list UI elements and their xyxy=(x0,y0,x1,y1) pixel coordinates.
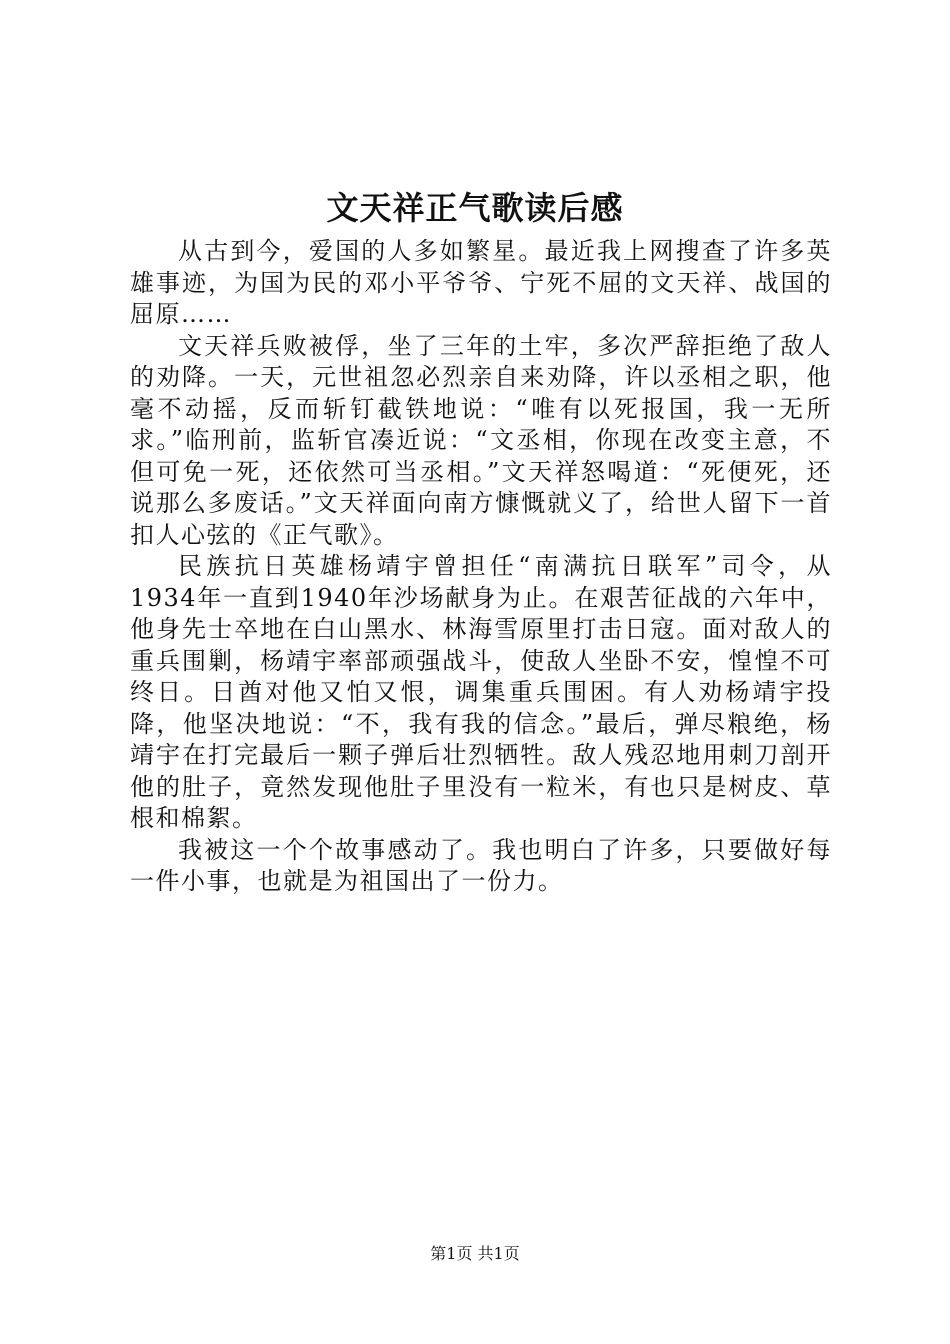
paragraph-intro: 从古到今，爱国的人多如繁星。最近我上网搜查了许多英雄事迹，为国为民的邓小平爷爷、宁死不屈的文天祥、战国的屈原…… xyxy=(130,237,832,328)
document-body xyxy=(130,236,832,898)
paragraph-yang-jingyu: 民族抗日英雄杨靖宇曾担任“南满抗日联军”司令，从1934年一直到1940年沙场献身为止。在艰苦征战的六年中，他身先士卒地在白山黑水、林海雪原里打击日寇。面对敌人的重兵围剿，杨靖宇率部顽强战斗，使敌人坐卧不安，惶惶不可终日。日酋对他又怕又恨，调集重兵围困。有人劝杨靖宇投降，他坚决地说：“不，我有我的信念。”最后，弹尽粮绝，杨靖宇在打完最后一颗子弹后壮烈牺牲。敌人残忍地用刺刀剖开他的肚子，竟然发现他肚子里没有一粒米，有也只是树皮、草根和棉絮。 xyxy=(130,552,832,832)
paragraph-wen-tianxiang: 文天祥兵败被俘，坐了三年的土牢，多次严辞拒绝了敌人的劝降。一天，元世祖忽必烈亲自来劝降，许以丞相之职，他毫不动摇，反而斩钉截铁地说：“唯有以死报国，我一无所求。”临刑前，监斩官凑近说：“文丞相，你现在改变主意，不但可免一死，还依然可当丞相。”文天祥怒喝道：“死便死，还说那么多废话。”文天祥面向南方慷慨就义了，给世人留下一首扣人心弦的《正气歌》。 xyxy=(130,331,832,549)
document-title: 文天祥正气歌读后感 xyxy=(326,189,624,227)
page-footer: 第1页 共1页 xyxy=(430,1244,520,1263)
paragraph-conclusion: 我被这一个个故事感动了。我也明白了许多，只要做好每一件小事，也就是为祖国出了一份力。 xyxy=(130,835,832,895)
